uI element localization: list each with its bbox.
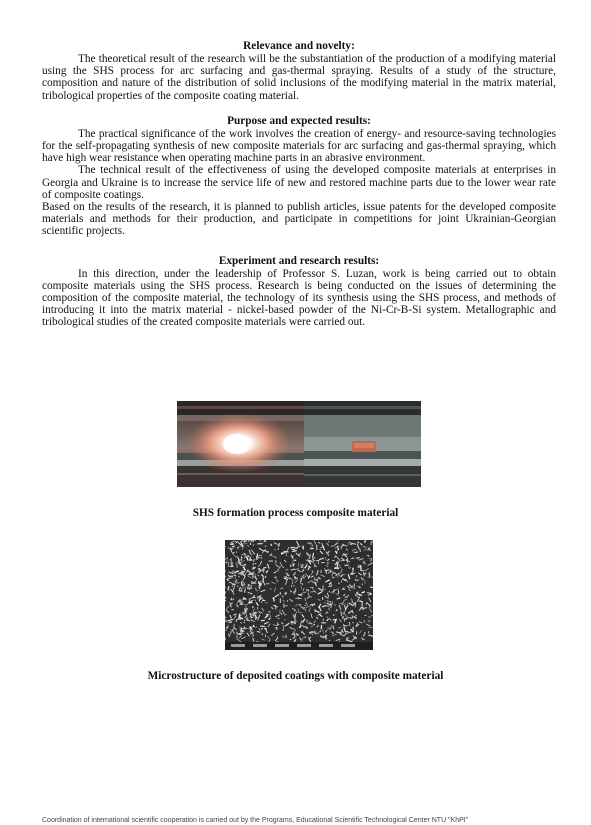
microstructure-figure-caption: Microstructure of deposited coatings with composite material bbox=[147, 670, 444, 682]
purpose-heading: Purpose and expected results: bbox=[227, 114, 371, 127]
microstructure-image bbox=[225, 540, 373, 650]
purpose-paragraph-3: Based on the results of the research, it is planned to publish articles, issue patents for the developed composite materials and methods for their production, and participate in competitions for joint Ukrainian-Georgian scientific projects. bbox=[42, 201, 556, 238]
experiment-heading: Experiment and research results: bbox=[218, 254, 380, 267]
page-footer: Coordination of international scientific cooperation is carried out by the Programs, Educational Scientific Technological Center NTU "KhPI" bbox=[42, 817, 469, 824]
shs-photo-result bbox=[304, 401, 421, 487]
document-body bbox=[42, 40, 556, 329]
shs-figure-caption: SHS formation process composite material bbox=[192, 507, 399, 519]
relevance-heading: Relevance and novelty: bbox=[243, 40, 355, 52]
purpose-paragraph-1: The practical significance of the work involves the creation of energy- and resource-saving technologies for the self-propagating synthesis of new composite materials for arc surfacing and gas-thermal spraying, which have high wear resistance when operating machine parts in an abrasive environment. bbox=[42, 127, 556, 165]
purpose-paragraph-2: The technical result of the effectiveness of using the developed composite materials at enterprises in Georgia and Ukraine is to increase the service life of new and restored machine parts due to the lower wear rate of composite coatings. bbox=[42, 164, 556, 201]
shs-process-photo bbox=[177, 401, 421, 487]
shs-photo-burning bbox=[177, 401, 304, 487]
experiment-paragraph: In this direction, under the leadership of Professor S. Luzan, work is being carried out to obtain composite materials using the SHS process. Research is being conducted on the issues of determining the composition of the composite material, the technology of its synthesis using the SHS process, and methods of introducing it into the matrix material - nickel-based powder of the Ni-Cr-B-Si system. Metallographic and tribological studies of the created composite materials were carried out. bbox=[42, 267, 556, 329]
relevance-paragraph: The theoretical result of the research will be the substantiation of the production of a modifying material using the SHS process for arc surfacing and gas-thermal spraying. Results of a study of the structure, composition and nature of the distribution of solid inclusions of the modifying material in the matrix material, tribological properties of the composite coating material. bbox=[42, 53, 556, 102]
